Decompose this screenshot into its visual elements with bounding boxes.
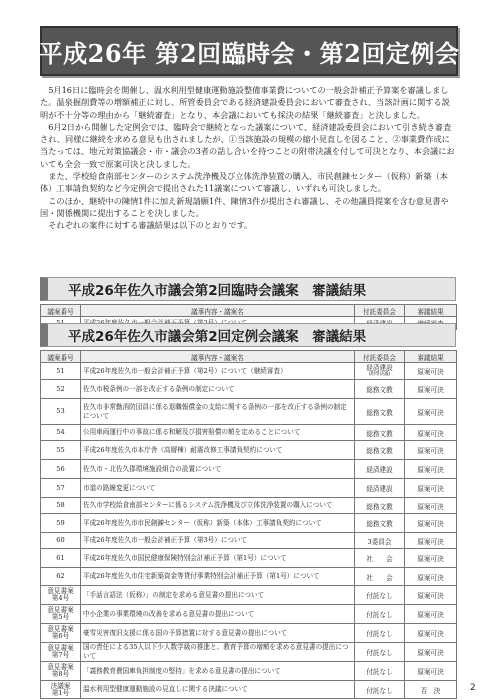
bill-number: 52 [41, 380, 81, 399]
committee: 経済建設 [355, 460, 405, 479]
bill-title: 佐久市税条例の一部を改正する条例の制定について [81, 380, 355, 399]
paragraph: それぞれの案件に対する審議結果は以下のとおりです。 [48, 220, 253, 231]
bill-number: 意見書案 第8号 [41, 662, 81, 681]
table-header-row [41, 351, 457, 363]
bill-number: 意見書案 第7号 [41, 643, 81, 662]
result: 原案可決 [405, 441, 457, 460]
title-banner [40, 26, 458, 76]
committee: 3委員会 [355, 533, 405, 549]
header-committee: 付託委員会 [355, 351, 405, 363]
result: 原案可決 [405, 514, 457, 533]
table-row [41, 380, 457, 399]
rinji-heading: 平成26年佐久市議会第2回臨時会議案 審議結果 [40, 277, 456, 301]
bill-title: 平成26年度佐久市国民健康保険特別会計補正予算（第1号）について [81, 549, 355, 568]
result: 原案可決 [405, 549, 457, 568]
bill-title: 平成26年度佐久市一般会計補正予算（第2号）について（継続審査） [81, 363, 355, 380]
table-row [41, 425, 457, 441]
bill-title: 豪雪災害復旧支援に係る国の予算措置に対する意見書の提出について [81, 624, 355, 643]
header-title: 議事内容・議案名 [81, 305, 355, 317]
table-row [41, 586, 457, 605]
table-row [41, 498, 457, 514]
committee-note: (附帯決議) [368, 372, 391, 377]
committee: 経済建設 [355, 479, 405, 498]
table-row [41, 643, 457, 662]
committee: 付託なし [355, 586, 405, 605]
result: 原案可決 [405, 605, 457, 624]
bill-title: 公用車両運行中の事故に係る和解及び損害賠償の額を定めることについて [81, 425, 355, 441]
result: 原案可決 [405, 533, 457, 549]
table-row [41, 568, 457, 586]
committee: 社 会 [355, 568, 405, 586]
bill-number: 60 [41, 533, 81, 549]
table-header-row [41, 305, 457, 317]
committee: 総務文教 [355, 399, 405, 425]
result: 原案可決 [405, 425, 457, 441]
bill-title: 佐久市・北佐久郡環境施設組合の設置について [81, 460, 355, 479]
header-title: 議事内容・議案名 [81, 351, 355, 363]
result: 原案可決 [405, 498, 457, 514]
table-row [41, 549, 457, 568]
bill-number: 55 [41, 441, 81, 460]
committee: 付託なし [355, 662, 405, 681]
bill-number: 58 [41, 498, 81, 514]
table-row [41, 605, 457, 624]
bill-number: 61 [41, 549, 81, 568]
table-row [41, 460, 457, 479]
bill-number: 意見書案 第4号 [41, 586, 81, 605]
bill-title: 佐久市非常勤消防団員に係る退職報償金の支給に関する条例の一部を改正する条例の制定について [81, 399, 355, 425]
bill-number: 意見書案 第5号 [41, 605, 81, 624]
header-result: 審議結果 [405, 351, 457, 363]
table-row [41, 399, 457, 425]
table-row [41, 514, 457, 533]
bill-number: 62 [41, 568, 81, 586]
bill-title: 中小企業の事業環境の改善を求める意見書の提出について [81, 605, 355, 624]
bill-number: 51 [41, 363, 81, 380]
result: 原案可決 [405, 568, 457, 586]
result: 原案可決 [405, 479, 457, 498]
result: 原案可決 [405, 460, 457, 479]
result: 原案可決 [405, 363, 457, 380]
teirei-results-table [40, 350, 457, 699]
header-num: 議案番号 [41, 305, 81, 317]
bill-title: 平成26年度佐久市住宅新築資金等貸付事業特別会計補正予算（第1号）について [81, 568, 355, 586]
paragraph: 6月2日から開催した定例会では、臨時会で継続となった議案について、経済建設委員会において引き続き審査され、同様に継続を求める意見も出されましたが、①当該施設の規模の縮小見直しを図ること、②事業費作成に当たっては、地元対策協議会・市・議会の3者の話し合いを持つことの附帯決議を付して可決となり、本会議においても全会一致で原案可決と決しました。 [40, 121, 455, 169]
result: 原案可決 [405, 624, 457, 643]
result: 原案可決 [405, 662, 457, 681]
bill-title: 平成26年度佐久市市民創錬センター（仮称）新築（本体）工事請負契約について [81, 514, 355, 533]
committee [355, 363, 405, 380]
bill-title: 「義務教育費国庫負担制度の堅持」を求める意見書の提出について [81, 662, 355, 681]
bill-title: 温水利用型健康運動施設の見直しに関する決議について [81, 681, 355, 699]
table-row [41, 479, 457, 498]
teirei-heading: 平成26年佐久市議会第2回定例会議案 審議結果 [40, 323, 456, 347]
table-row [41, 363, 457, 380]
bill-number: 56 [41, 460, 81, 479]
committee: 付託なし [355, 605, 405, 624]
table-row [41, 624, 457, 643]
bill-number: 59 [41, 514, 81, 533]
committee: 付託なし [355, 643, 405, 662]
committee: 付託なし [355, 624, 405, 643]
bill-number: 57 [41, 479, 81, 498]
header-num: 議案番号 [41, 351, 81, 363]
result: 否 決 [405, 681, 457, 699]
committee: 総務文教 [355, 498, 405, 514]
bill-title: 国の責任による35人以下少人数学級の推進と、教育予算の増額を求める意見書の提出について [81, 643, 355, 662]
bill-title: 「手話言語法（仮称）」の制定を求める意見書の提出について [81, 586, 355, 605]
committee: 総務文教 [355, 514, 405, 533]
page-number: 2 [470, 683, 476, 693]
bill-title: 市道の路線変更について [81, 479, 355, 498]
bill-number: 意見書案 第6号 [41, 624, 81, 643]
committee: 付託なし [355, 681, 405, 699]
result: 原案可決 [405, 643, 457, 662]
table-row [41, 533, 457, 549]
committee: 総務文教 [355, 380, 405, 399]
intro-text [40, 84, 456, 232]
header-result: 審議結果 [405, 305, 457, 317]
page-title: 平成26年 第2回臨時会・第2回定例会 [38, 38, 460, 68]
table-row [41, 681, 457, 699]
bill-number: 53 [41, 399, 81, 425]
table-row [41, 441, 457, 460]
bill-title: 平成26年度佐久市一般会計補正予算（第3号）について [81, 533, 355, 549]
result: 原案可決 [405, 380, 457, 399]
committee: 総務文教 [355, 425, 405, 441]
header-committee: 付託委員会 [355, 305, 405, 317]
committee-label: 経済建設 [366, 364, 393, 372]
committee: 総務文教 [355, 441, 405, 460]
bill-title: 佐久市学校給食南部センターに係るシステム洗浄機及び立体洗浄装置の購入について [81, 498, 355, 514]
result: 原案可決 [405, 586, 457, 605]
paragraph: また、学校給食南部センターのシステム洗浄機及び立体洗浄装置の購入、市民創錬センター（仮称）新築（本体）工事請負契約など今定例会で提出された11議案について審議し、いずれも可決しました。 [40, 171, 448, 194]
paragraph: 5月16日に臨時会を開催し、温水利用型健康運動施設整備事業費についての一般会計補正予算案を審議しました。温泉掘削費等の増額補正に対し、所管委員会である経済建設委員会において審査され、当該計画に関する説明が不十分等の理由から「継続審査」となり、本会議においても採決の結果「継続審査」と決しました。 [40, 85, 450, 120]
bill-title: 平成26年度佐久市本庁舎（高層棟）耐震改修工事請負契約について [81, 441, 355, 460]
result: 原案可決 [405, 399, 457, 425]
bill-number: 決議案 第1号 [41, 681, 81, 699]
table-row [41, 662, 457, 681]
bill-number: 54 [41, 425, 81, 441]
committee: 社 会 [355, 549, 405, 568]
paragraph: このほか、継続中の陳情1件に加え新規請願1件、陳情3件が提出され審議し、その他議員提案を含む意見書や国・関係機関に提出することを決しました。 [40, 195, 449, 218]
